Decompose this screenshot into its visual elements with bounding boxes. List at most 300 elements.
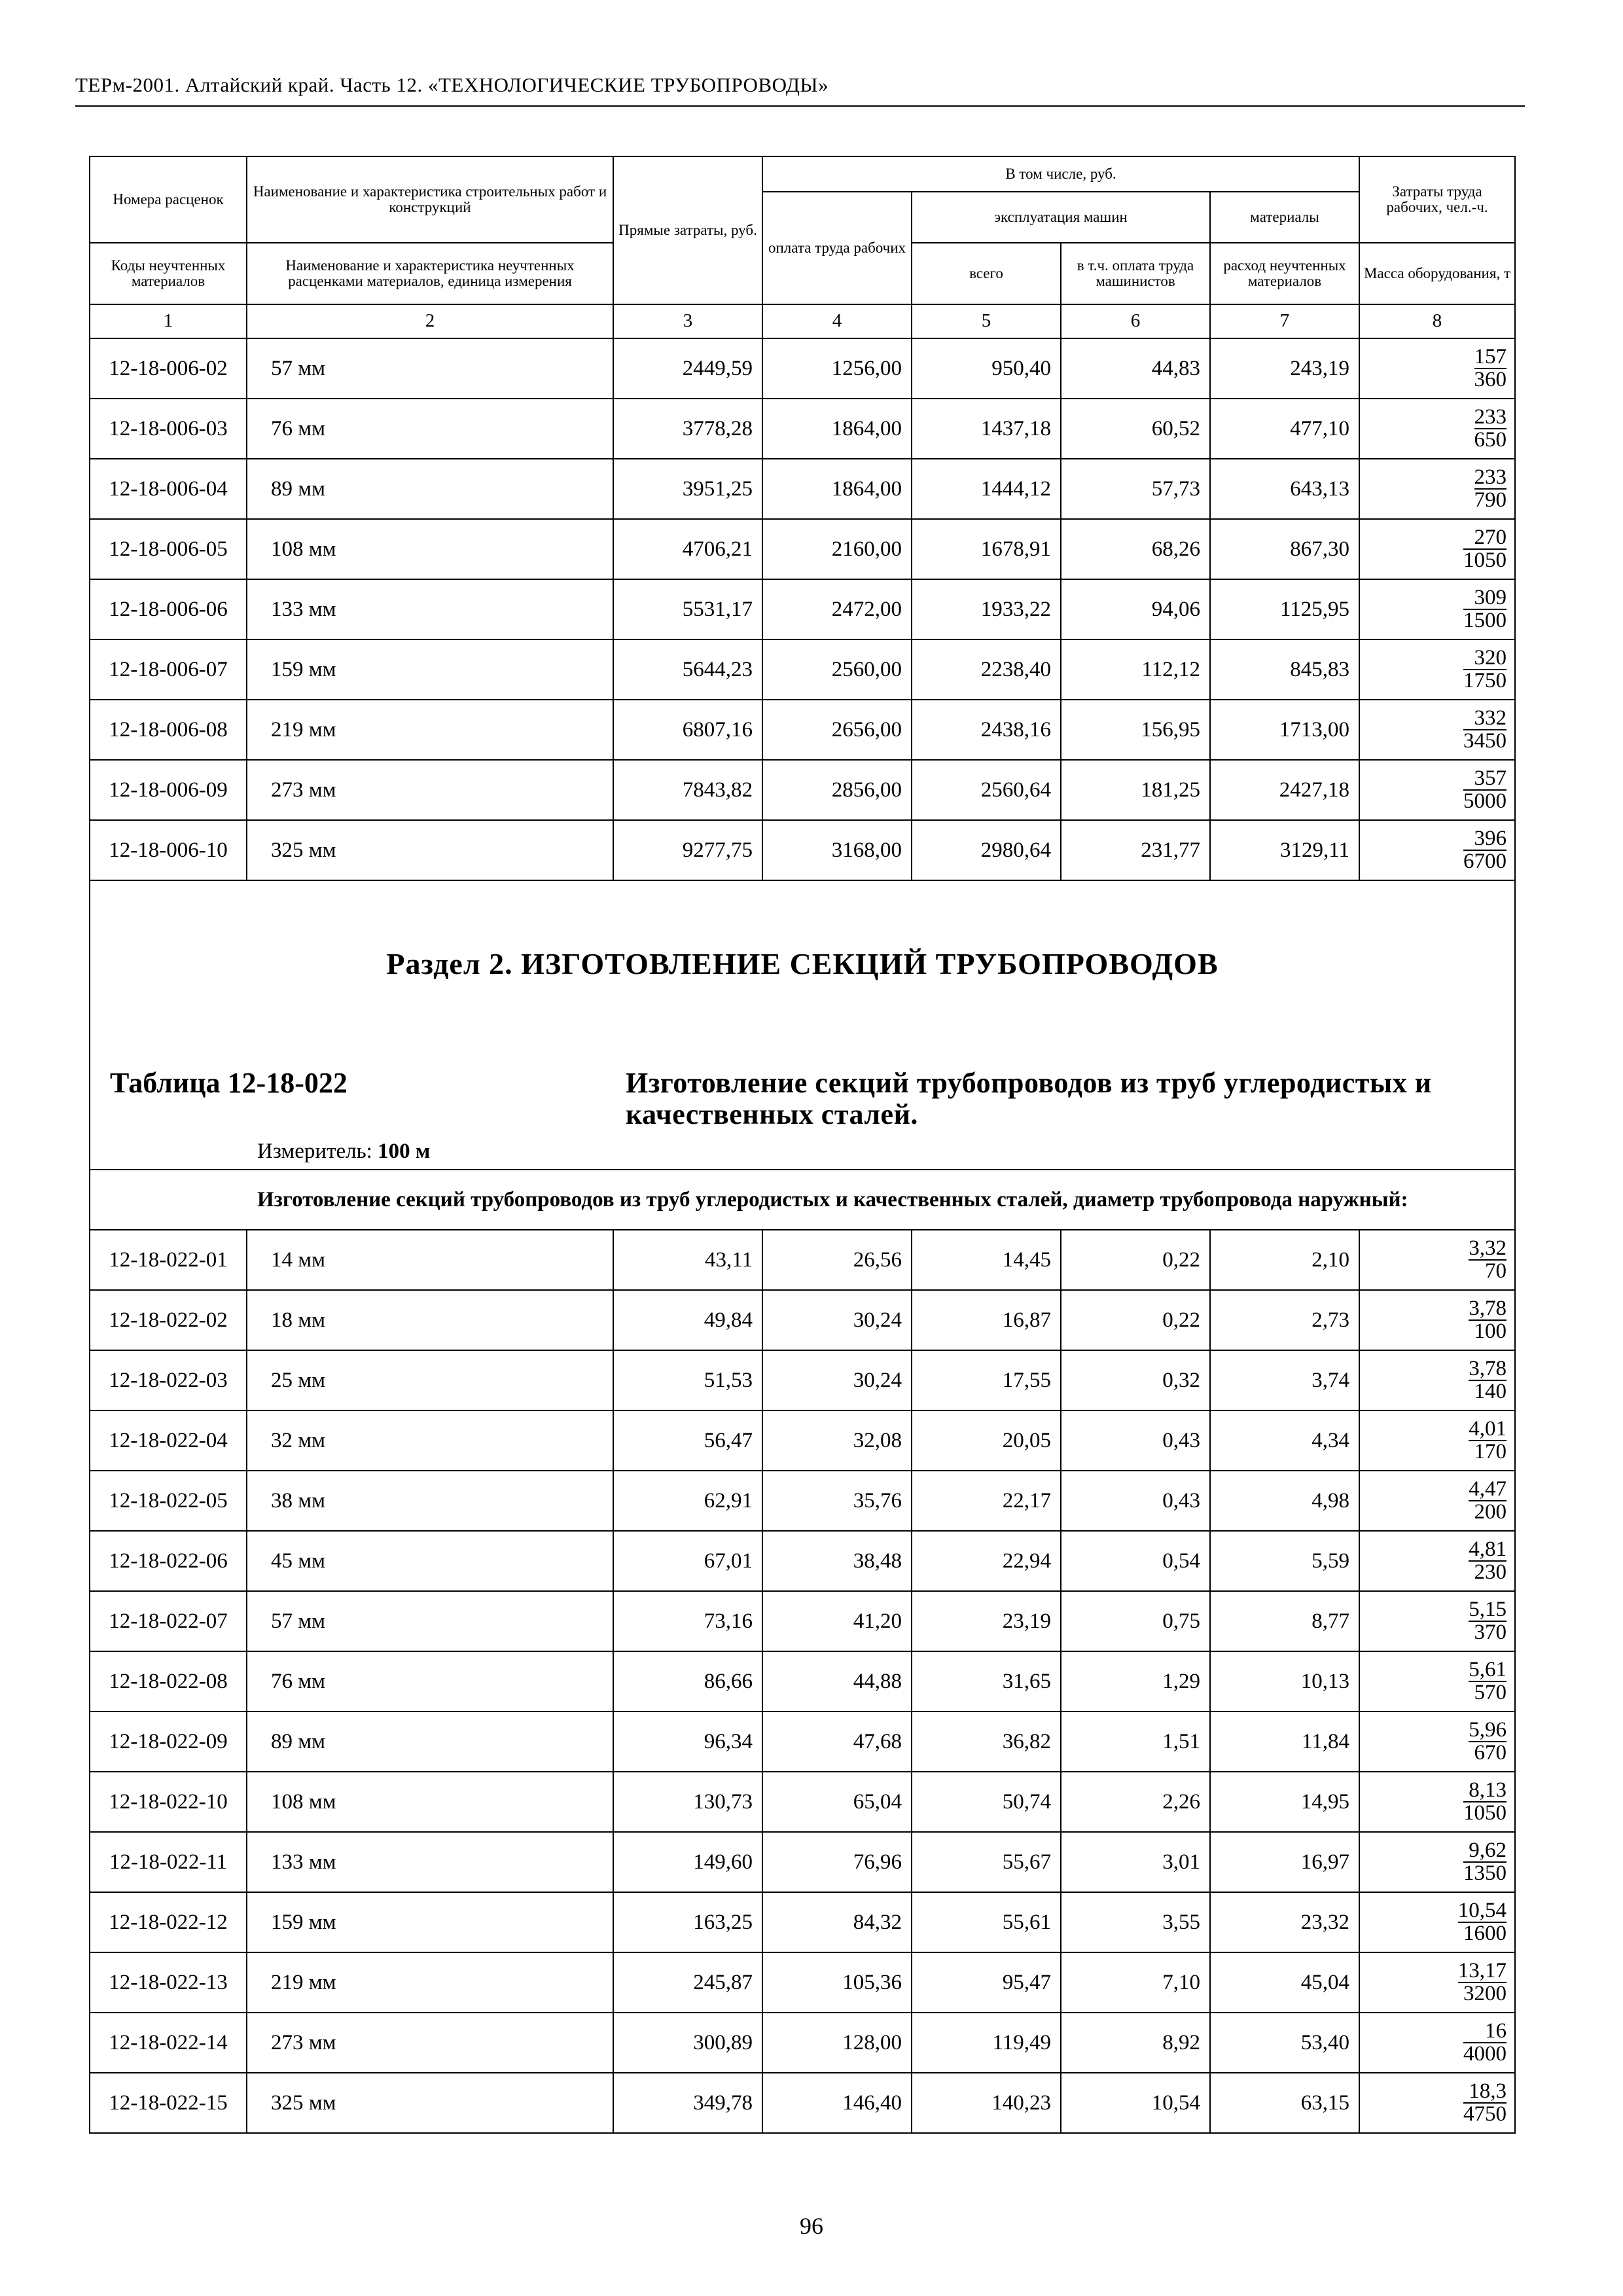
direct-cost: 73,16: [613, 1591, 762, 1651]
operator-pay: 44,83: [1061, 338, 1210, 399]
direct-cost: 130,73: [613, 1772, 762, 1832]
direct-cost: 67,01: [613, 1531, 762, 1591]
labor-hours: 3,78: [1469, 1357, 1507, 1380]
table-row: [90, 760, 1515, 820]
rate-code: 12-18-022-01: [90, 1230, 247, 1290]
worker-pay: 84,32: [762, 1892, 912, 1952]
rate-code: 12-18-006-10: [90, 820, 247, 880]
rate-name: 159 мм: [247, 1892, 613, 1952]
table-row: [90, 459, 1515, 519]
equipment-mass: 1500: [1463, 609, 1507, 632]
table-row: [90, 639, 1515, 700]
table-row: [90, 1471, 1515, 1531]
table-row: [90, 1772, 1515, 1832]
rate-name: 219 мм: [247, 1952, 613, 2013]
materials-cost: 14,95: [1210, 1772, 1359, 1832]
rates-part2: [90, 1230, 1515, 2133]
materials-cost: 11,84: [1210, 1712, 1359, 1772]
direct-cost: 6807,16: [613, 700, 762, 760]
table-id: Таблица 12-18-022: [110, 1067, 348, 1099]
operator-pay: 0,75: [1061, 1591, 1210, 1651]
table-row: [90, 338, 1515, 399]
machines-cost: 2980,64: [912, 820, 1061, 880]
labor-hours-over-mass: [1359, 2073, 1515, 2133]
worker-pay: 2560,00: [762, 639, 912, 700]
labor-hours: 309: [1474, 586, 1507, 609]
equipment-mass: 1600: [1458, 1922, 1507, 1945]
labor-hours-over-mass: [1359, 1471, 1515, 1531]
worker-pay: 44,88: [762, 1651, 912, 1712]
rate-name: 133 мм: [247, 579, 613, 639]
operator-pay: 156,95: [1061, 700, 1210, 760]
rate-code: 12-18-022-07: [90, 1591, 247, 1651]
direct-cost: 5644,23: [613, 639, 762, 700]
rate-name: 273 мм: [247, 760, 613, 820]
machines-cost: 1444,12: [912, 459, 1061, 519]
labor-hours-over-mass: [1359, 2013, 1515, 2073]
labor-hours-over-mass: [1359, 1531, 1515, 1591]
equipment-mass: 230: [1469, 1560, 1507, 1583]
materials-cost: 53,40: [1210, 2013, 1359, 2073]
direct-cost: 49,84: [613, 1290, 762, 1350]
header-material-name: Наименование и характеристика неучтенных расценками материалов, единица измерения: [247, 243, 613, 304]
header-equipment-mass: Масса оборудования, т: [1359, 243, 1515, 304]
fraction: [1458, 1960, 1507, 2005]
materials-cost: 10,13: [1210, 1651, 1359, 1712]
materials-cost: 8,77: [1210, 1591, 1359, 1651]
machines-cost: 140,23: [912, 2073, 1061, 2133]
header-worker-pay: оплата труда рабочих: [762, 192, 912, 304]
materials-cost: 5,59: [1210, 1531, 1359, 1591]
operator-pay: 3,01: [1061, 1832, 1210, 1892]
fraction: [1474, 467, 1507, 511]
column-number: 7: [1210, 304, 1359, 338]
materials-cost: 3,74: [1210, 1350, 1359, 1410]
fraction: [1469, 1418, 1507, 1463]
operator-pay: 0,22: [1061, 1290, 1210, 1350]
direct-cost: 149,60: [613, 1832, 762, 1892]
worker-pay: 32,08: [762, 1410, 912, 1471]
fraction: [1469, 1358, 1507, 1403]
operator-pay: 7,10: [1061, 1952, 1210, 2013]
worker-pay: 30,24: [762, 1290, 912, 1350]
direct-cost: 245,87: [613, 1952, 762, 2013]
machines-cost: 36,82: [912, 1712, 1061, 1772]
fraction: [1463, 708, 1507, 752]
materials-cost: 4,34: [1210, 1410, 1359, 1471]
rate-code: 12-18-022-02: [90, 1290, 247, 1350]
rate-code: 12-18-022-10: [90, 1772, 247, 1832]
header-labor-costs: Затраты труда рабочих, чел.-ч.: [1359, 156, 1515, 243]
fraction: [1463, 587, 1507, 632]
fraction: [1474, 346, 1507, 391]
header-row-1: [90, 156, 1515, 192]
subheading: Изготовление секций трубопроводов из труб углеродистых и качественных сталей, диаметр трубопровода наружный:: [90, 1170, 1515, 1230]
machines-cost: 20,05: [912, 1410, 1061, 1471]
machines-cost: 1437,18: [912, 399, 1061, 459]
materials-cost: 1713,00: [1210, 700, 1359, 760]
rate-name: 76 мм: [247, 1651, 613, 1712]
rate-name: 45 мм: [247, 1531, 613, 1591]
equipment-mass: 140: [1469, 1380, 1507, 1403]
column-numbers-row: [90, 304, 1515, 338]
materials-cost: 2,73: [1210, 1290, 1359, 1350]
rate-code: 12-18-022-05: [90, 1471, 247, 1531]
table-row: [90, 700, 1515, 760]
worker-pay: 41,20: [762, 1591, 912, 1651]
fraction: [1469, 1479, 1507, 1523]
direct-cost: 2449,59: [613, 338, 762, 399]
header-including: В том числе, руб.: [762, 156, 1359, 192]
equipment-mass: 100: [1469, 1319, 1507, 1342]
rate-name: 325 мм: [247, 820, 613, 880]
header-operator-pay: в т.ч. оплата труда машинистов: [1061, 243, 1210, 304]
rate-code: 12-18-022-11: [90, 1832, 247, 1892]
labor-hours: 157: [1474, 345, 1507, 368]
fraction: [1469, 1539, 1507, 1583]
rate-name: 18 мм: [247, 1290, 613, 1350]
labor-hours-over-mass: [1359, 338, 1515, 399]
labor-hours-over-mass: [1359, 399, 1515, 459]
rate-name: 273 мм: [247, 2013, 613, 2073]
worker-pay: 38,48: [762, 1531, 912, 1591]
header-material-codes: Коды неучтенных материалов: [90, 243, 247, 304]
worker-pay: 128,00: [762, 2013, 912, 2073]
fraction: [1463, 2020, 1507, 2065]
equipment-mass: 360: [1474, 368, 1507, 391]
materials-cost: 16,97: [1210, 1832, 1359, 1892]
worker-pay: 1864,00: [762, 459, 912, 519]
labor-hours-over-mass: [1359, 1230, 1515, 1290]
equipment-mass: 70: [1469, 1259, 1507, 1282]
header-direct-costs: Прямые затраты, руб.: [613, 156, 762, 304]
rate-code: 12-18-006-02: [90, 338, 247, 399]
materials-cost: 867,30: [1210, 519, 1359, 579]
labor-hours: 270: [1474, 526, 1507, 549]
rate-code: 12-18-022-15: [90, 2073, 247, 2133]
direct-cost: 163,25: [613, 1892, 762, 1952]
equipment-mass: 650: [1474, 428, 1507, 452]
table-row: [90, 519, 1515, 579]
worker-pay: 1256,00: [762, 338, 912, 399]
direct-cost: 96,34: [613, 1712, 762, 1772]
rate-code: 12-18-022-09: [90, 1712, 247, 1772]
rate-name: 219 мм: [247, 700, 613, 760]
labor-hours-over-mass: [1359, 1651, 1515, 1712]
rate-code: 12-18-006-07: [90, 639, 247, 700]
fraction: [1463, 828, 1507, 872]
labor-hours-over-mass: [1359, 820, 1515, 880]
header-materials-consumption: расход неучтенных материалов: [1210, 243, 1359, 304]
meter-label: Измеритель:: [257, 1139, 372, 1163]
machines-cost: 50,74: [912, 1772, 1061, 1832]
fraction: [1469, 1238, 1507, 1282]
equipment-mass: 670: [1469, 1741, 1507, 1764]
labor-hours: 9,62: [1469, 1839, 1507, 1862]
equipment-mass: 1750: [1463, 669, 1507, 692]
table-row: [90, 399, 1515, 459]
direct-cost: 51,53: [613, 1350, 762, 1410]
machines-cost: 119,49: [912, 2013, 1061, 2073]
labor-hours: 18,3: [1469, 2079, 1507, 2103]
rate-code: 12-18-022-08: [90, 1651, 247, 1712]
equipment-mass: 5000: [1463, 789, 1507, 813]
direct-cost: 349,78: [613, 2073, 762, 2133]
header-rate-numbers: Номера расценок: [90, 156, 247, 243]
rate-name: 133 мм: [247, 1832, 613, 1892]
equipment-mass: 4750: [1463, 2102, 1507, 2126]
header-machines-total: всего: [912, 243, 1061, 304]
labor-hours: 8,13: [1469, 1778, 1507, 1802]
operator-pay: 60,52: [1061, 399, 1210, 459]
worker-pay: 1864,00: [762, 399, 912, 459]
header-rule: [75, 105, 1525, 107]
operator-pay: 0,54: [1061, 1531, 1210, 1591]
meter-value: 100 м: [378, 1139, 431, 1163]
labor-hours: 5,15: [1469, 1598, 1507, 1621]
materials-cost: 845,83: [1210, 639, 1359, 700]
machines-cost: 22,94: [912, 1531, 1061, 1591]
labor-hours: 3,32: [1469, 1236, 1507, 1260]
labor-hours-over-mass: [1359, 1350, 1515, 1410]
column-number: 2: [247, 304, 613, 338]
section-header-cell: [90, 880, 1515, 1170]
operator-pay: 0,43: [1061, 1410, 1210, 1471]
direct-cost: 3951,25: [613, 459, 762, 519]
operator-pay: 112,12: [1061, 639, 1210, 700]
labor-hours-over-mass: [1359, 1712, 1515, 1772]
machines-cost: 55,67: [912, 1832, 1061, 1892]
rate-code: 12-18-006-05: [90, 519, 247, 579]
section-block: [90, 880, 1515, 1230]
rate-code: 12-18-006-06: [90, 579, 247, 639]
rate-code: 12-18-006-04: [90, 459, 247, 519]
labor-hours: 13,17: [1457, 1959, 1507, 1982]
labor-hours-over-mass: [1359, 639, 1515, 700]
section-header-row: [90, 880, 1515, 1170]
table-row: [90, 1531, 1515, 1591]
header-machines: эксплуатация машин: [912, 192, 1210, 243]
operator-pay: 0,22: [1061, 1230, 1210, 1290]
rate-name: 57 мм: [247, 1591, 613, 1651]
materials-cost: 2,10: [1210, 1230, 1359, 1290]
column-number: 1: [90, 304, 247, 338]
fraction: [1458, 1900, 1507, 1945]
rate-name: 14 мм: [247, 1230, 613, 1290]
labor-hours-over-mass: [1359, 1832, 1515, 1892]
machines-cost: 1933,22: [912, 579, 1061, 639]
equipment-mass: 4000: [1463, 2042, 1507, 2066]
fraction: [1463, 647, 1507, 692]
direct-cost: 62,91: [613, 1471, 762, 1531]
worker-pay: 105,36: [762, 1952, 912, 2013]
labor-hours-over-mass: [1359, 1290, 1515, 1350]
labor-hours: 4,47: [1469, 1477, 1507, 1501]
materials-cost: 23,32: [1210, 1892, 1359, 1952]
table-row: [90, 2073, 1515, 2133]
worker-pay: 65,04: [762, 1772, 912, 1832]
column-number: 5: [912, 304, 1061, 338]
table-row: [90, 1350, 1515, 1410]
labor-hours-over-mass: [1359, 579, 1515, 639]
machines-cost: 2438,16: [912, 700, 1061, 760]
fraction: [1474, 406, 1507, 451]
running-header: ТЕРм-2001. Алтайский край. Часть 12. «ТЕХНОЛОГИЧЕСКИЕ ТРУБОПРОВОДЫ»: [75, 73, 829, 96]
section-title: Раздел 2. ИЗГОТОВЛЕНИЕ СЕКЦИЙ ТРУБОПРОВОДОВ: [386, 947, 1219, 980]
table-description: Изготовление секций трубопроводов из труб углеродистых и качественных сталей.: [626, 1067, 1432, 1131]
worker-pay: 2856,00: [762, 760, 912, 820]
materials-cost: 3129,11: [1210, 820, 1359, 880]
equipment-mass: 3200: [1458, 1982, 1507, 2005]
worker-pay: 3168,00: [762, 820, 912, 880]
fraction: [1463, 1780, 1507, 1824]
operator-pay: 0,32: [1061, 1350, 1210, 1410]
worker-pay: 2160,00: [762, 519, 912, 579]
table-row: [90, 579, 1515, 639]
meter: [257, 1139, 430, 1163]
table-row: [90, 1651, 1515, 1712]
machines-cost: 22,17: [912, 1471, 1061, 1531]
fraction: [1463, 2081, 1507, 2125]
fraction: [1463, 527, 1507, 571]
fraction: [1469, 1599, 1507, 1643]
materials-cost: 45,04: [1210, 1952, 1359, 2013]
materials-cost: 1125,95: [1210, 579, 1359, 639]
direct-cost: 5531,17: [613, 579, 762, 639]
rate-name: 325 мм: [247, 2073, 613, 2133]
operator-pay: 231,77: [1061, 820, 1210, 880]
direct-cost: 7843,82: [613, 760, 762, 820]
operator-pay: 1,51: [1061, 1712, 1210, 1772]
rate-name: 89 мм: [247, 1712, 613, 1772]
rates-part1: [90, 338, 1515, 880]
fraction: [1469, 1719, 1507, 1764]
table-row: [90, 1410, 1515, 1471]
machines-cost: 1678,91: [912, 519, 1061, 579]
rate-code: 12-18-022-04: [90, 1410, 247, 1471]
column-number: 4: [762, 304, 912, 338]
table-row: [90, 1230, 1515, 1290]
operator-pay: 10,54: [1061, 2073, 1210, 2133]
labor-hours: 233: [1474, 465, 1507, 489]
labor-hours-over-mass: [1359, 760, 1515, 820]
labor-hours: 357: [1474, 766, 1507, 790]
worker-pay: 2472,00: [762, 579, 912, 639]
machines-cost: 55,61: [912, 1892, 1061, 1952]
worker-pay: 26,56: [762, 1230, 912, 1290]
labor-hours-over-mass: [1359, 700, 1515, 760]
table-row: [90, 1712, 1515, 1772]
rate-name: 25 мм: [247, 1350, 613, 1410]
labor-hours: 10,54: [1457, 1899, 1507, 1922]
machines-cost: 95,47: [912, 1952, 1061, 2013]
column-number: 6: [1061, 304, 1210, 338]
labor-hours: 16: [1485, 2019, 1507, 2043]
equipment-mass: 790: [1474, 488, 1507, 512]
subheading-row: [90, 1170, 1515, 1230]
direct-cost: 3778,28: [613, 399, 762, 459]
table-row: [90, 1290, 1515, 1350]
operator-pay: 8,92: [1061, 2013, 1210, 2073]
equipment-mass: 1050: [1463, 1801, 1507, 1825]
rates-table: [89, 156, 1516, 2134]
header-materials: материалы: [1210, 192, 1359, 243]
labor-hours-over-mass: [1359, 459, 1515, 519]
machines-cost: 23,19: [912, 1591, 1061, 1651]
rate-name: 57 мм: [247, 338, 613, 399]
labor-hours-over-mass: [1359, 1892, 1515, 1952]
fraction: [1463, 1840, 1507, 1884]
machines-cost: 2560,64: [912, 760, 1061, 820]
rate-code: 12-18-022-12: [90, 1892, 247, 1952]
rate-name: 89 мм: [247, 459, 613, 519]
worker-pay: 146,40: [762, 2073, 912, 2133]
rate-name: 108 мм: [247, 519, 613, 579]
labor-hours: 332: [1474, 706, 1507, 730]
operator-pay: 57,73: [1061, 459, 1210, 519]
header-work-name: Наименование и характеристика строительных работ и конструкций: [247, 156, 613, 243]
labor-hours: 320: [1474, 646, 1507, 670]
operator-pay: 2,26: [1061, 1772, 1210, 1832]
fraction: [1469, 1659, 1507, 1704]
materials-cost: 63,15: [1210, 2073, 1359, 2133]
worker-pay: 30,24: [762, 1350, 912, 1410]
equipment-mass: 170: [1469, 1440, 1507, 1463]
labor-hours: 4,81: [1469, 1537, 1507, 1561]
machines-cost: 14,45: [912, 1230, 1061, 1290]
machines-cost: 17,55: [912, 1350, 1061, 1410]
equipment-mass: 1050: [1463, 548, 1507, 572]
operator-pay: 0,43: [1061, 1471, 1210, 1531]
direct-cost: 9277,75: [613, 820, 762, 880]
table-row: [90, 2013, 1515, 2073]
equipment-mass: 200: [1469, 1500, 1507, 1523]
column-number: 8: [1359, 304, 1515, 338]
materials-cost: 4,98: [1210, 1471, 1359, 1531]
materials-cost: 643,13: [1210, 459, 1359, 519]
rate-code: 12-18-006-08: [90, 700, 247, 760]
table-row: [90, 1892, 1515, 1952]
equipment-mass: 370: [1469, 1621, 1507, 1643]
rate-name: 32 мм: [247, 1410, 613, 1471]
worker-pay: 2656,00: [762, 700, 912, 760]
worker-pay: 76,96: [762, 1832, 912, 1892]
direct-cost: 43,11: [613, 1230, 762, 1290]
operator-pay: 68,26: [1061, 519, 1210, 579]
rate-name: 76 мм: [247, 399, 613, 459]
table-row: [90, 1832, 1515, 1892]
rate-name: 159 мм: [247, 639, 613, 700]
table-row: [90, 1591, 1515, 1651]
table-row: [90, 1952, 1515, 2013]
equipment-mass: 570: [1469, 1681, 1507, 1704]
operator-pay: 1,29: [1061, 1651, 1210, 1712]
labor-hours-over-mass: [1359, 519, 1515, 579]
machines-cost: 16,87: [912, 1290, 1061, 1350]
direct-cost: 86,66: [613, 1651, 762, 1712]
rate-name: 38 мм: [247, 1471, 613, 1531]
rate-code: 12-18-006-03: [90, 399, 247, 459]
column-number: 3: [613, 304, 762, 338]
machines-cost: 950,40: [912, 338, 1061, 399]
materials-cost: 243,19: [1210, 338, 1359, 399]
labor-hours: 3,78: [1469, 1297, 1507, 1320]
machines-cost: 2238,40: [912, 639, 1061, 700]
equipment-mass: 3450: [1463, 729, 1507, 753]
direct-cost: 56,47: [613, 1410, 762, 1471]
labor-hours: 4,01: [1469, 1417, 1507, 1441]
table-row: [90, 820, 1515, 880]
